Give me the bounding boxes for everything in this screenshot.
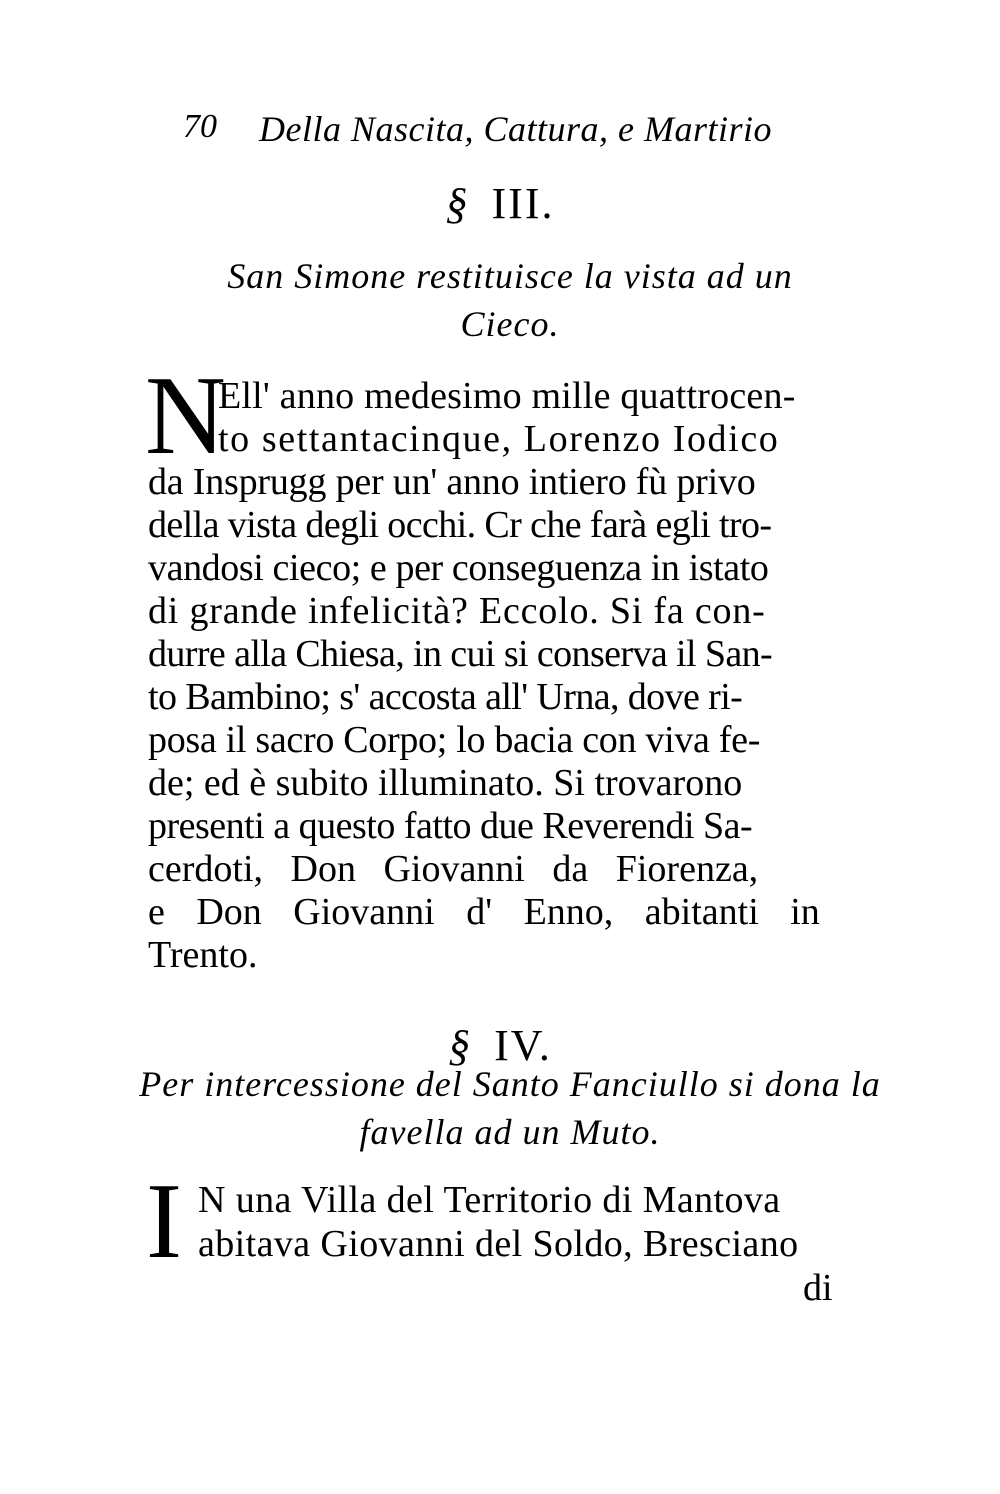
drop-cap: N	[145, 354, 226, 478]
drop-cap: I	[146, 1162, 182, 1281]
section-numeral: III.	[491, 179, 555, 228]
text-line: Trento.	[148, 934, 258, 976]
text-line: to Bambino; s' accosta all' Urna, dove ri-	[148, 676, 743, 718]
text-line: posa il sacro Corpo; lo bacia con viva fe-	[148, 719, 761, 761]
section-3-mark	[0, 178, 1000, 229]
text-line: di grande infelicità? Eccolo. Si fa con-	[148, 590, 766, 632]
running-title: Della Nascita, Cattura, e Martirio	[259, 109, 773, 149]
heading-line: favella ad un Muto.	[359, 1112, 661, 1152]
heading-line: San Simone restituisce la vista ad un	[227, 256, 793, 296]
section-4-heading	[120, 1060, 900, 1156]
text-line: abitava Giovanni del Soldo, Bresciano	[198, 1223, 799, 1265]
text-line: cerdoti, Don Giovanni da Fiorenza,	[148, 848, 759, 890]
running-head	[183, 108, 823, 156]
section-symbol: §	[445, 179, 470, 228]
text-line: vandosi cieco; e per conseguenza in istato	[148, 547, 769, 589]
heading-line: Per intercessione del Santo Fanciullo si dona la	[139, 1064, 881, 1104]
text-line: Ell' anno medesimo mille quattrocen-	[218, 375, 796, 417]
section-3-heading	[140, 252, 880, 348]
text-line: de; ed è subito illuminato. Si trovarono	[148, 762, 743, 804]
text-line: e Don Giovanni d' Enno, abitanti in	[148, 891, 820, 933]
text-line: N una Villa del Territorio di Mantova	[198, 1179, 781, 1221]
text-line: to settantacinque, Lorenzo Iodico	[218, 418, 780, 460]
section-numeral: IV.	[494, 1021, 552, 1070]
text-line: presenti a questo fatto due Reverendi Sa-	[148, 805, 753, 847]
section-symbol: §	[448, 1021, 473, 1070]
text-line: da Insprugg per un' anno intiero fù privo	[148, 461, 756, 503]
catchword: di	[803, 1267, 833, 1309]
heading-line: Cieco.	[460, 304, 560, 344]
text-line: durre alla Chiesa, in cui si conserva il San-	[148, 633, 773, 675]
page-number: 70	[183, 108, 217, 145]
text-line: della vista degli occhi. Cr che farà egli tro-	[148, 504, 772, 546]
